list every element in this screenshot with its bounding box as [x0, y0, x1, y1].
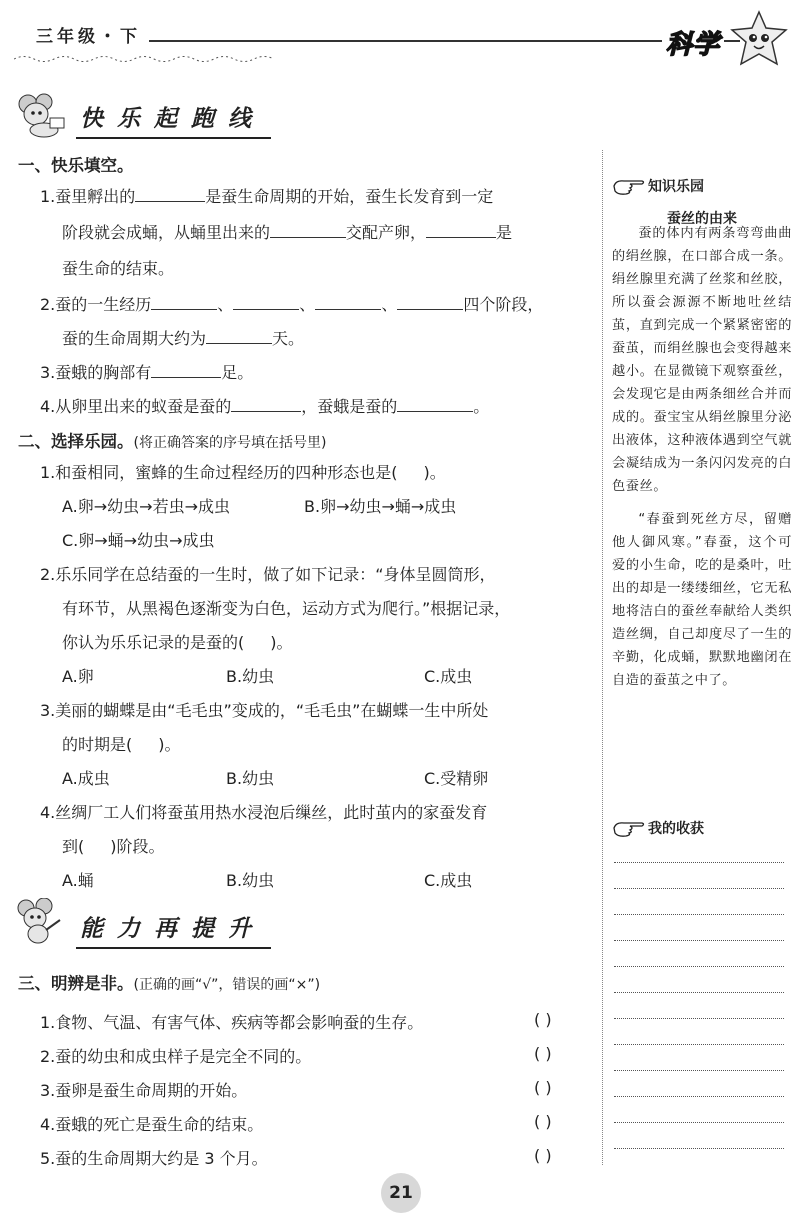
choice-q3-text-b: )。	[158, 735, 181, 754]
fill-q1-line3: 蚕生命的结束。	[62, 259, 175, 278]
choice-q3-option-b: B.幼虫	[226, 769, 275, 788]
fill-q2-text-b: 四个阶段，	[463, 295, 544, 314]
fill-q1-text-c: 阶段就会成蛹，从蛹里出来的	[62, 223, 271, 242]
fill-q1-line2	[62, 220, 512, 243]
section3-heading-text: 三、明辨是非。	[18, 974, 134, 993]
choice-q4-line2	[62, 834, 165, 857]
mouse-reading-icon	[14, 92, 72, 138]
blank[interactable]	[151, 363, 221, 378]
choice-q4-option-c: C.成虫	[424, 871, 473, 890]
judge-answer-2[interactable]: ( )	[534, 1044, 552, 1063]
section2-note: (将正确答案的序号填在括号里)	[133, 435, 327, 451]
blank[interactable]	[397, 295, 463, 310]
fill-q1-line1	[40, 184, 493, 207]
judge-answer-3[interactable]: ( )	[534, 1078, 552, 1097]
judge-answer-5[interactable]: ( )	[534, 1146, 552, 1165]
blank[interactable]	[315, 295, 381, 310]
header-dot-trail	[14, 54, 534, 64]
choice-q3-option-a: A.成虫	[62, 769, 110, 788]
note-line[interactable]	[614, 862, 784, 863]
fill-q1-text-a: 1.蚕里孵出的	[40, 187, 136, 206]
blank[interactable]	[270, 223, 346, 238]
sidebar-head-harvest	[612, 818, 704, 838]
judge-item-3: 3.蚕卵是蚕生命周期的开始。	[40, 1081, 248, 1100]
sep: 、	[299, 295, 316, 314]
note-line[interactable]	[614, 1044, 784, 1045]
sidebar-paragraph-2: “春蚕到死丝方尽，留赠他人御风寒。”春蚕，这个可爱的小生命，吃的是桑叶，吐出的却是一缕缕细丝，它无私地将洁白的蚕丝奉献给人类织造丝绸，自己却度尽了一生的辛勤，化成蛹，默默地幽闭在自造的蚕茧之中了。	[612, 512, 792, 688]
note-line[interactable]	[614, 940, 784, 941]
choice-q1-text-a: 1.和蚕相同，蜜蜂的生命过程经历的四种形态也是(	[40, 463, 398, 482]
choice-q2-text-a: 你认为乐乐记录的是蚕的(	[62, 633, 245, 652]
sidebar-article-title: 蚕丝的由来	[667, 211, 737, 227]
choice-q1-option-a: A.卵→幼虫→若虫→成虫	[62, 497, 230, 516]
section3-note: (正确的画“√”，错误的画“×”)	[133, 977, 321, 993]
choice-q2-option-a: A.卵	[62, 667, 94, 686]
note-line[interactable]	[614, 1122, 784, 1123]
judge-answer-1[interactable]: ( )	[534, 1010, 552, 1029]
fill-q2-line2	[62, 326, 304, 349]
sidebar-head1-text: 知识乐园	[648, 179, 704, 195]
banner-title-2: 能力再提升	[76, 910, 271, 949]
blank[interactable]	[397, 397, 473, 412]
fill-q4-line	[40, 394, 489, 417]
choice-q1-option-b: B.卵→幼虫→蛹→成虫	[304, 497, 457, 516]
fill-q1-text-d: 交配产卵，	[346, 223, 427, 242]
mouse-pointing-icon	[14, 898, 72, 944]
fill-q4-text-b: ，蚕蛾是蚕的	[301, 397, 398, 416]
note-line[interactable]	[614, 992, 784, 993]
banner-title-1: 快乐起跑线	[76, 100, 271, 139]
choice-q2-line3	[62, 630, 293, 653]
choice-q4-text-a: 到(	[62, 837, 85, 856]
fill-q1-text-e: 是	[496, 223, 513, 242]
fill-q4-text-a: 4.从卵里出来的蚁蚕是蚕的	[40, 397, 232, 416]
choice-q3-line2	[62, 732, 181, 755]
blank[interactable]	[151, 295, 217, 310]
pointing-hand-icon	[612, 820, 646, 838]
choice-q2-line1: 2.乐乐同学在总结蚕的一生时，做了如下记录：“身体呈圆筒形，	[40, 565, 496, 584]
choice-q4-text-b: )阶段。	[110, 837, 165, 856]
choice-q3-text-a: 的时期是(	[62, 735, 133, 754]
note-line[interactable]	[614, 1148, 784, 1149]
column-divider	[602, 150, 603, 1165]
sep: 、	[217, 295, 234, 314]
sidebar-article-body	[612, 222, 792, 692]
fill-q3-text-b: 足。	[221, 363, 254, 382]
blank[interactable]	[233, 295, 299, 310]
fill-q2-text-d: 天。	[272, 329, 305, 348]
choice-q2-line2: 有环节，从黑褐色逐渐变为白色，运动方式为爬行。”根据记录，	[62, 599, 511, 618]
section2-heading-text: 二、选择乐园。	[18, 432, 134, 451]
judge-item-5: 5.蚕的生命周期大约是 3 个月。	[40, 1149, 268, 1168]
choice-q2-text-b: )。	[270, 633, 293, 652]
blank[interactable]	[231, 397, 301, 412]
fill-q1-text-b: 是蚕生命周期的开始，蚕生长发育到一定	[205, 187, 494, 206]
page-number: 21	[381, 1173, 421, 1213]
sidebar-paragraph-1: 蚕的体内有两条弯弯曲曲的绢丝腺，在口部合成一条。绢丝腺里充满了丝浆和丝胶，所以蚕会源源不断地吐丝结茧，直到完成一个紧紧密密的蚕茧，而绢丝腺也会变得越来越小。在显微镜下观察蚕丝，会发现它是由两条细丝合并而成的。蚕宝宝从绢丝腺里分泌出液体，这种液体遇到空气就会凝结成为一条闪闪发亮的白色蚕丝。	[612, 226, 792, 494]
judge-item-1: 1.食物、气温、有害气体、疾病等都会影响蚕的生存。	[40, 1013, 424, 1032]
blank[interactable]	[206, 329, 272, 344]
fill-q2-line1	[40, 292, 543, 315]
choice-q4-option-b: B.幼虫	[226, 871, 275, 890]
fill-q2-text-a: 2.蚕的一生经历	[40, 295, 152, 314]
grade-label: 三年级・下	[14, 22, 149, 47]
note-line[interactable]	[614, 1070, 784, 1071]
note-line[interactable]	[614, 914, 784, 915]
fill-q3-line	[40, 360, 253, 383]
sep: 、	[381, 295, 398, 314]
choice-q1-option-c: C.卵→蛹→幼虫→成虫	[62, 531, 215, 550]
choice-q4-option-a: A.蛹	[62, 871, 94, 890]
note-line[interactable]	[614, 966, 784, 967]
pointing-hand-icon	[612, 178, 646, 196]
blank[interactable]	[135, 187, 205, 202]
mascot-star-icon	[728, 10, 790, 70]
fill-q3-text-a: 3.蚕蛾的胸部有	[40, 363, 152, 382]
section3-heading	[18, 970, 320, 994]
choice-q1-text-b: )。	[423, 463, 446, 482]
choice-q2-option-c: C.成虫	[424, 667, 473, 686]
sidebar-head2-text: 我的收获	[648, 821, 704, 837]
section2-heading	[18, 428, 326, 452]
choice-q4-line1: 4.丝绸厂工人们将蚕茧用热水浸泡后缫丝，此时茧内的家蚕发育	[40, 803, 488, 822]
choice-q1-stem	[40, 460, 446, 483]
note-line[interactable]	[614, 1018, 784, 1019]
note-line[interactable]	[614, 1096, 784, 1097]
choice-q3-option-c: C.受精卵	[424, 769, 489, 788]
fill-q2-text-c: 蚕的生命周期大约为	[62, 329, 207, 348]
choice-q2-option-b: B.幼虫	[226, 667, 275, 686]
note-line[interactable]	[614, 888, 784, 889]
section1-heading: 一、快乐填空。	[18, 156, 134, 175]
judge-item-4: 4.蚕蛾的死亡是蚕生命的结束。	[40, 1115, 264, 1134]
fill-q4-text-c: 。	[473, 397, 490, 416]
blank[interactable]	[426, 223, 496, 238]
subject-label: 科学	[662, 24, 724, 61]
sidebar-head-knowledge	[612, 176, 704, 196]
judge-answer-4[interactable]: ( )	[534, 1112, 552, 1131]
judge-item-2: 2.蚕的幼虫和成虫样子是完全不同的。	[40, 1047, 312, 1066]
choice-q3-line1: 3.美丽的蝴蝶是由“毛毛虫”变成的，“毛毛虫”在蝴蝶一生中所处	[40, 701, 489, 720]
